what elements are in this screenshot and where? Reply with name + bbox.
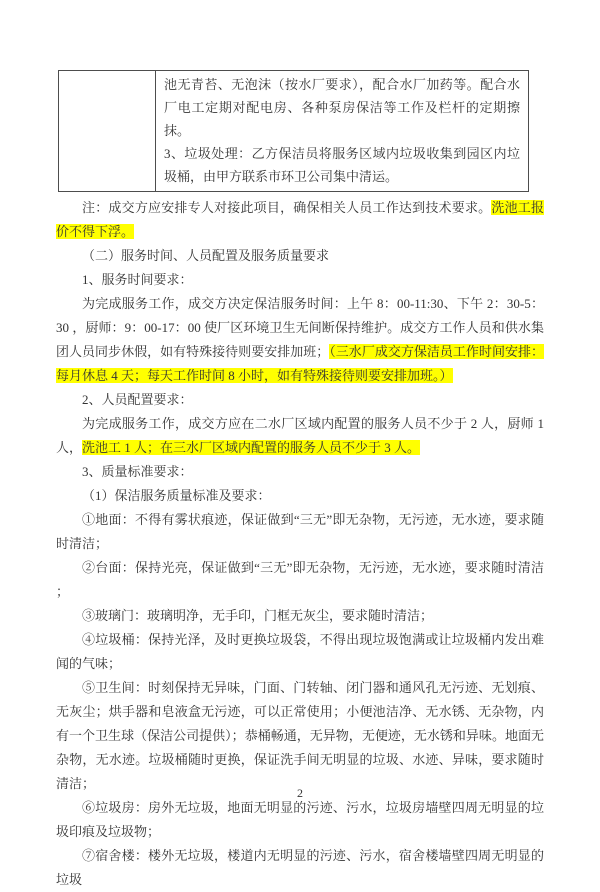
quality-standards-heading-text: （1）保洁服务质量标准及要求： bbox=[82, 488, 271, 503]
subsection-heading-text: 2、人员配置要求： bbox=[82, 392, 193, 407]
quality-item-text: ①地面：不得有雾状痕迹，保证做到“三无”即无杂物，无污迹，无水迹，要求随时清洁； bbox=[56, 512, 544, 551]
quality-item-floor bbox=[56, 508, 544, 556]
document-content bbox=[56, 70, 544, 892]
note-paragraph bbox=[56, 196, 544, 244]
subsection-heading-staffing bbox=[56, 388, 544, 412]
quality-item-dormitory bbox=[56, 844, 544, 892]
service-time-text: 为完成服务工作，成交方决定保洁服务时间：上午 8：00-11:30、下午 2：30-5：30 ，厨师：9：00-17：00 使厂区环境卫生无间断保持维护。成交方工作人员和供水集团人员同步休假，如有特殊接待则要安排加班； bbox=[56, 296, 544, 359]
note-text: 注：成交方应安排专人对接此项目，确保相关人员工作达到技术要求。 bbox=[82, 200, 492, 215]
table-cell-empty bbox=[59, 71, 156, 192]
quality-item-glass-door bbox=[56, 604, 544, 628]
staffing-paragraph bbox=[56, 412, 544, 460]
quality-item-text: ②台面：保持光亮，保证做到“三无”即无杂物，无污迹，无水迹，要求随时清洁 ； bbox=[56, 560, 544, 599]
quality-item-text: ⑤卫生间：时刻保持无异味，门面、门转轴、闭门器和通风孔无污迹、无划痕、无灰尘；烘手器和皂液盒无污迹，可以正常使用；小便池洁净、无水锈、无杂物，内有一个卫生球（保洁公司提供）；恭桶畅通，无异物，无便迹，无水锈和异味。地面无杂物，无水迹。垃圾桶随时更换，保证洗手间无明显的垃圾、水迹、异味，要求随时清洁； bbox=[56, 680, 544, 791]
quality-item-text: ④垃圾桶：保持光泽，及时更换垃圾袋，不得出现垃圾饱满或让垃圾桶内发出难闻的气味； bbox=[56, 632, 544, 671]
quality-item-text: ③玻璃门：玻璃明净，无手印，门框无灰尘，要求随时清洁； bbox=[82, 608, 434, 623]
quality-item-restroom bbox=[56, 676, 544, 796]
quality-standards-heading bbox=[56, 484, 544, 508]
table-paragraph-pool-cleaning: 池无青苔、无泡沫（按水厂要求），配合水厂加药等。配合水厂电工定期对配电房、各种泵房保洁等工作及栏杆的定期擦抹。 bbox=[164, 77, 520, 138]
table-row bbox=[59, 71, 529, 192]
quality-item-text: ⑦宿舍楼：楼外无垃圾，楼道内无明显的污迹、污水，宿舍楼墙壁四周无明显的垃圾 bbox=[56, 848, 544, 887]
spec-table bbox=[58, 70, 529, 192]
highlighted-staffing-text: 洗池工 1 人；在三水厂区域内配置的服务人员不少于 3 人。 bbox=[82, 440, 421, 455]
highlighted-service-time-text: （三水厂成交方保洁员工作时间安排：每月休息 4 天；每天工作时间 8 小时，如有特殊接待则要安排加班。） bbox=[56, 344, 544, 383]
table-paragraph-garbage-disposal: 3、垃圾处理：乙方保洁员将服务区域内垃圾收集到园区内垃圾桶，由甲方联系市环卫公司集中清运。 bbox=[164, 146, 520, 184]
subsection-heading-quality-standards bbox=[56, 460, 544, 484]
section-heading-service-requirements bbox=[56, 244, 544, 268]
highlighted-note-text: 洗池工报价不得下浮。 bbox=[56, 200, 544, 239]
subsection-heading-text: 3、质量标准要求： bbox=[82, 464, 193, 479]
staffing-text: 为完成服务工作，成交方应在二水厂区域内配置的服务人员不少于 2 人，厨师 1 人， bbox=[56, 416, 544, 455]
page-footer bbox=[0, 786, 600, 801]
quality-item-text: ⑥垃圾房：房外无垃圾，地面无明显的污迹、污水，垃圾房墙壁四周无明显的垃圾印痕及垃圾物； bbox=[56, 800, 544, 839]
quality-item-garbage-room bbox=[56, 796, 544, 844]
section-heading-text: （二）服务时间、人员配置及服务质量要求 bbox=[82, 248, 330, 263]
subsection-heading-text: 1、服务时间要求： bbox=[82, 272, 193, 287]
page-number: 2 bbox=[297, 786, 303, 800]
subsection-heading-service-time bbox=[56, 268, 544, 292]
service-time-paragraph bbox=[56, 292, 544, 388]
table-cell-content bbox=[156, 71, 529, 192]
quality-item-countertop bbox=[56, 556, 544, 604]
quality-item-trash-bin bbox=[56, 628, 544, 676]
